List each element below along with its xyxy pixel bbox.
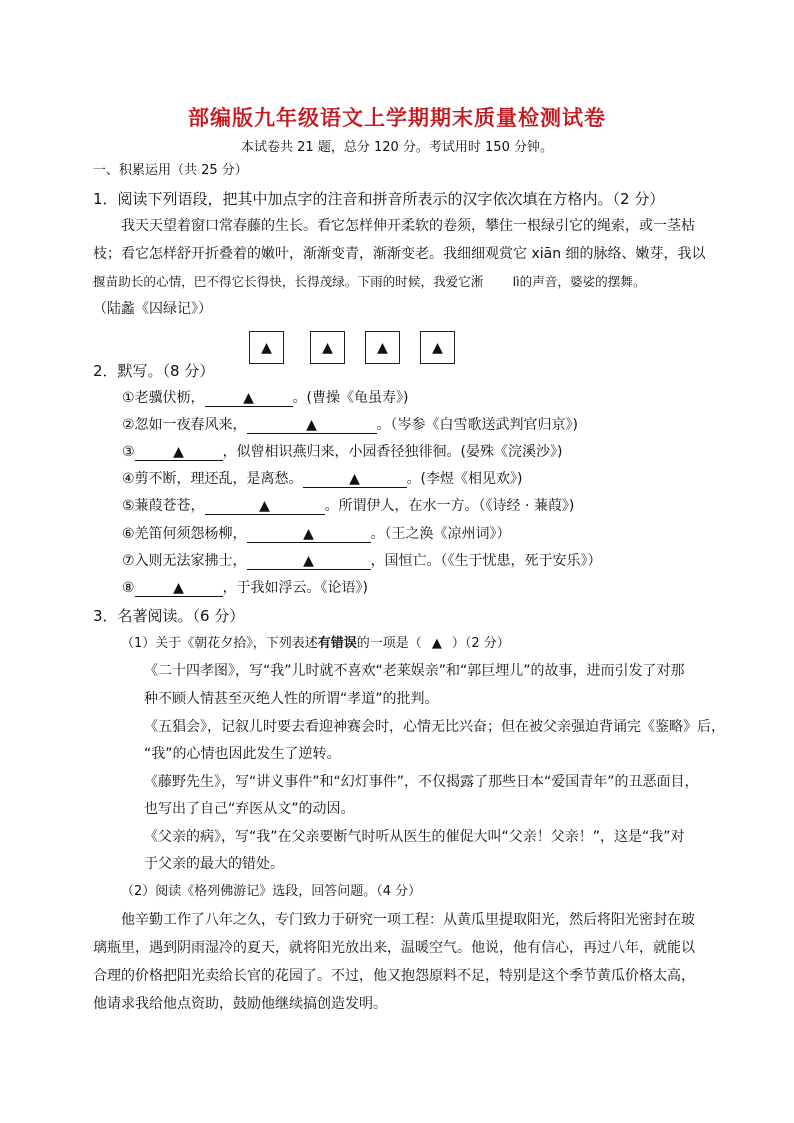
dictation-suffix: ，似曾相识燕归来，小园香径独徘徊。(晏殊《浣溪沙》) — [222, 444, 563, 460]
option-line: 种不顾人情甚至灭绝人性的所谓“孝道”的批判。 — [144, 691, 439, 707]
emphasis-text: 有错误 — [317, 636, 357, 651]
dictation-prefix: ②忽如一夜春风来， — [122, 417, 247, 433]
option-line: 也写出了自己“弃医从文”的动因。 — [144, 801, 355, 817]
dictation-blank[interactable]: ▲ — [135, 580, 223, 597]
dictation-suffix: 。（王之涣《凉州词》） — [370, 526, 511, 542]
dictation-item — [122, 524, 511, 544]
dictation-prefix: ⑧ — [122, 580, 135, 596]
dictation-suffix: 。(李煜《相见欢》) — [406, 471, 523, 487]
dictation-prefix: ①老骥伏枥， — [122, 390, 205, 406]
dictation-item — [122, 551, 602, 571]
passage-source: （陆蠡《囚绿记》） — [93, 301, 212, 317]
question-1-stem: 1．阅读下列语段，把其中加点字的注音和拼音所表示的汉字依次填在方格内。（2 分） — [93, 190, 665, 208]
passage-line: 揠苗助长的心情，巴不得它长得快，长得茂绿。下雨的时候，我爱它淅 lì的声音，婆娑的摆舞。 — [93, 274, 646, 289]
stem-text: （1）关于《朝花夕拾》，下列表述 — [121, 636, 318, 651]
answer-mark[interactable]: ▲ — [431, 636, 442, 651]
option-line: 《父亲的病》，写“我”在父亲要断气时听从医生的催促大叫“父亲！父亲！”，这是“我”对 — [144, 829, 685, 845]
answer-box[interactable]: ▲ — [420, 331, 455, 364]
answer-box[interactable]: ▲ — [249, 331, 284, 364]
question-2-stem: 2．默写。（8 分） — [93, 362, 215, 380]
stem-text: 的一项是（ — [356, 636, 422, 651]
dictation-blank[interactable]: ▲ — [247, 417, 377, 434]
option-line: 《五猖会》，记叙儿时要去看迎神赛会时，心情无比兴奋；但在被父亲强迫背诵完《鉴略》后， — [144, 719, 725, 735]
dictation-prefix: ⑤蒹葭苍苍， — [122, 498, 205, 514]
dictation-blank[interactable]: ▲ — [205, 390, 293, 407]
dictation-suffix: 。（岑参《白雪歌送武判官归京》) — [376, 417, 579, 433]
dictation-suffix: ，于我如浮云。《论语》) — [222, 580, 369, 596]
option-line: “我”的心情也因此发生了逆转。 — [144, 746, 341, 762]
excerpt-line: 合理的价格把阳光卖给长官的花园了。不过，他又抱怨原料不足，特别是这个季节黄瓜价格太高， — [93, 968, 695, 984]
page-title: 部编版九年级语文上学期期末质量检测试卷 — [188, 106, 606, 130]
question-3-2-stem: （2）阅读《格列佛游记》选段，回答问题。（4 分） — [121, 884, 422, 899]
dictation-blank[interactable]: ▲ — [303, 471, 407, 488]
answer-box[interactable]: ▲ — [365, 331, 400, 364]
dictation-suffix: ，国恒亡。（《生于忧患，死于安乐》） — [370, 553, 602, 569]
dictation-prefix: ⑥羌笛何须怨杨柳， — [122, 526, 247, 542]
dictation-blank[interactable]: ▲ — [135, 444, 223, 461]
question-3-1-stem — [121, 634, 510, 654]
excerpt-line: 璃瓶里，遇到阴雨湿冷的夏天，就将阳光放出来，温暖空气。他说，他有信心，再过八年，就能以 — [93, 940, 695, 956]
passage-line: 我天天望着窗口常春藤的生长。看它怎样伸开柔软的卷须，攀住一根绿引它的绳索，或一茎枯 — [121, 218, 695, 234]
dictation-prefix: ⑦入则无法家拂士， — [122, 553, 247, 569]
dictation-prefix: ③ — [122, 444, 135, 460]
section-heading: 一、积累运用（共 25 分） — [93, 163, 248, 178]
question-3-stem: 3．名著阅读。（6 分） — [93, 607, 245, 625]
dictation-blank[interactable]: ▲ — [205, 498, 325, 515]
excerpt-line: 他辛勤工作了八年之久，专门致力于研究一项工程：从黄瓜里提取阳光，然后将阳光密封在玻 — [121, 912, 695, 928]
dictation-item — [122, 496, 574, 516]
dictation-item — [122, 415, 578, 435]
dictation-item — [122, 388, 409, 408]
excerpt-line: 他请求我给他点资助，鼓励他继续搞创造发明。 — [93, 996, 387, 1012]
dictation-item — [122, 442, 563, 462]
stem-text: ）（2 分） — [451, 636, 510, 651]
dictation-item — [122, 469, 523, 489]
option-line: 于父亲的最大的错处。 — [144, 856, 284, 872]
dictation-suffix: 。(曹操《龟虽寿》) — [292, 390, 409, 406]
dictation-suffix: 。所谓伊人，在水一方。（《诗经 · 蒹葭》) — [324, 498, 575, 514]
passage-line: 枝；看它怎样舒开折叠着的嫩叶，渐渐变青，渐渐变老。我细细观赏它 xiān 细的脉络、嫩芽，我以 — [93, 246, 706, 262]
option-line: 《藤野先生》，写“讲义事件”和“幻灯事件”，不仅揭露了那些日本“爱国青年”的丑恶面目， — [144, 774, 699, 790]
dictation-prefix: ④剪不断，理还乱，是离愁。 — [122, 471, 303, 487]
dictation-blank[interactable]: ▲ — [247, 526, 371, 543]
option-line: 《二十四孝图》，写“我”儿时就不喜欢“老莱娱亲”和“郭巨埋儿”的故事，进而引发了对那 — [144, 663, 685, 679]
exam-info: 本试卷共 21 题，总分 120 分。考试用时 150 分钟。 — [241, 140, 553, 155]
answer-box[interactable]: ▲ — [310, 331, 345, 364]
dictation-item — [122, 578, 368, 598]
dictation-blank[interactable]: ▲ — [247, 553, 371, 570]
